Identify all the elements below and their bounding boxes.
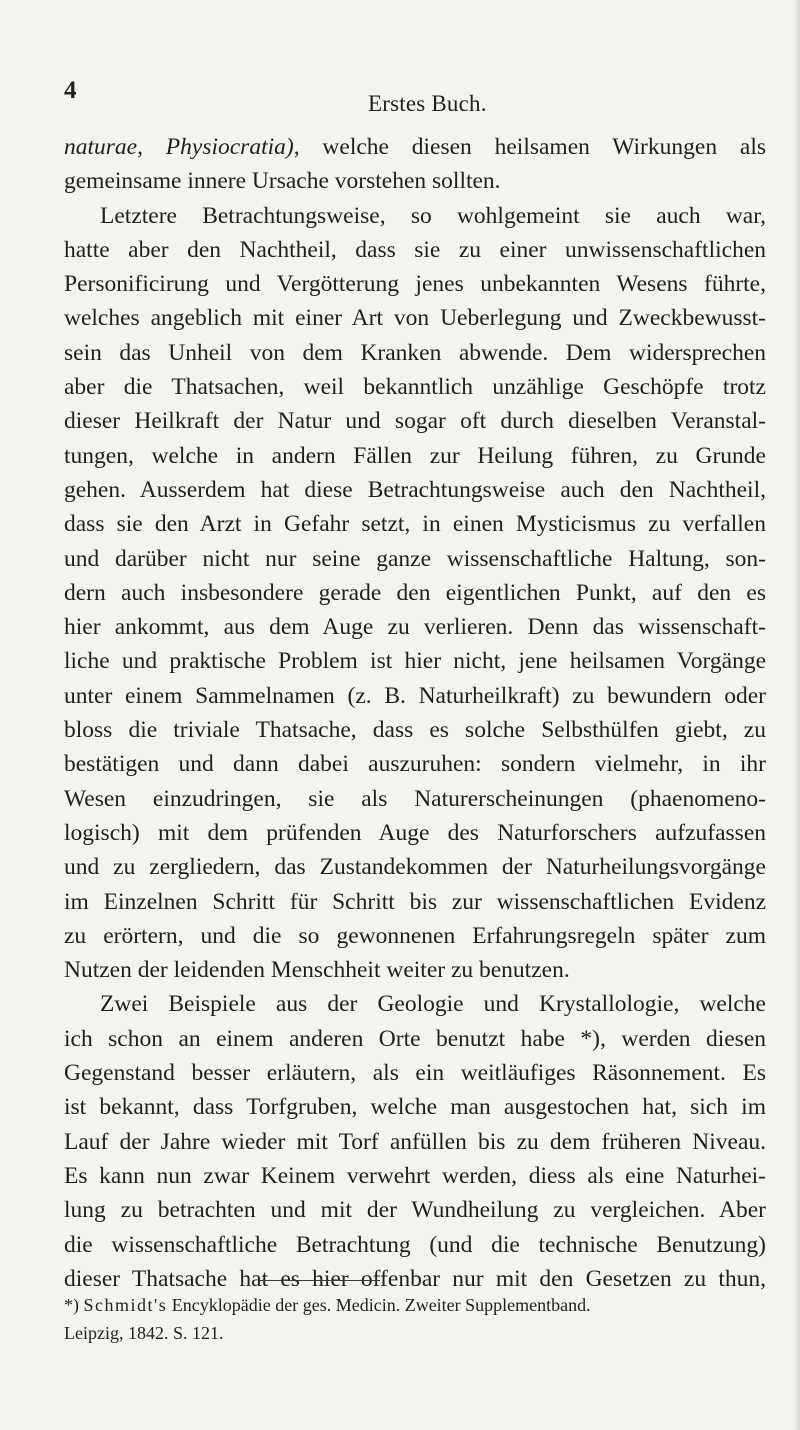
paragraph-1 — [64, 130, 766, 199]
footnote-marker: *) — [64, 1295, 79, 1315]
page-header — [0, 76, 800, 116]
text-line: Lauf der Jahre wieder mit Torf anfüllen bis zu dem früheren Niveau. — [64, 1128, 766, 1155]
text-line: dern auch insbesondere gerade den eigentlichen Punkt, auf den es — [64, 579, 766, 606]
text-line: Personificirung und Vergötterung jenes unbekannten Wesens führte, — [64, 271, 766, 298]
page-edge-shadow — [794, 0, 800, 1430]
text-line: sein das Unheil von dem Kranken abwende. Dem widersprechen — [64, 339, 766, 366]
text-line: bestätigen und dann dabei auszuruhen: sondern vielmehr, in ihr — [64, 751, 766, 778]
text-line: unter einem Sammelnamen (z. B. Naturheilkraft) zu bewundern oder — [64, 682, 766, 709]
text-line: logisch) mit dem prüfenden Auge des Naturforschers aufzufassen — [64, 819, 766, 846]
text-line: Es kann nun zwar Keinem verwehrt werden, diess als eine Naturhei- — [64, 1162, 766, 1189]
running-title: Erstes Buch. — [368, 91, 487, 116]
footnote-line-1 — [64, 1291, 764, 1319]
text-line: hatte aber den Nachtheil, dass sie zu einer unwissenschaftlichen — [64, 236, 766, 263]
text-line: liche und praktische Problem ist hier nicht, jene heilsamen Vorgänge — [64, 648, 766, 675]
latin-term: naturae, Physiocratia) — [64, 134, 294, 160]
paragraph-2 — [64, 199, 766, 988]
page-number: 4 — [64, 77, 77, 104]
text-line: Letztere Betrachtungsweise, so wohlgemeint sie auch war, — [100, 202, 766, 229]
text-line: dieser Heilkraft der Natur und sogar oft durch dieselben Veranstal- — [64, 408, 766, 435]
footnote-citation: Encyklopädie der ges. Medicin. Zweiter Supplementband. — [171, 1295, 591, 1315]
footnote-divider — [260, 1280, 380, 1281]
text-line: Nutzen der leidenden Menschheit weiter zu benutzen. — [64, 957, 570, 984]
footnote — [64, 1291, 764, 1347]
text-line: Zwei Beispiele aus der Geologie und Krystallologie, welche — [100, 991, 766, 1018]
text-line: zu erörtern, und die so gewonnenen Erfahrungsregeln später zum — [64, 922, 766, 949]
text-line: aber die Thatsachen, weil bekanntlich unzählige Geschöpfe trotz — [64, 374, 766, 401]
text-line: und darüber nicht nur seine ganze wissenschaftliche Haltung, son- — [64, 545, 766, 572]
paragraph-3 — [64, 987, 766, 1296]
text-line: Gegenstand besser erläutern, als ein weitläufiges Räsonnement. Es — [64, 1060, 766, 1087]
text-line: tungen, welche in andern Fällen zur Heilung führen, zu Grunde — [64, 442, 766, 469]
main-text — [64, 130, 766, 1296]
text-line: bloss die triviale Thatsache, dass es solche Selbsthülfen giebt, zu — [64, 717, 766, 744]
footnote-line-2: Leipzig, 1842. S. 121. — [64, 1323, 224, 1343]
text-line: gemeinsame innere Ursache vorstehen sollten. — [64, 168, 501, 195]
text-line: lung zu betrachten und mit der Wundheilung zu vergleichen. Aber — [64, 1197, 766, 1224]
text-line: ich schon an einem anderen Orte benutzt habe *), werden diesen — [64, 1025, 766, 1052]
text-line: die wissenschaftliche Betrachtung (und die technische Benutzung) — [64, 1231, 766, 1258]
text-line: ist bekannt, dass Torfgruben, welche man ausgestochen hat, sich im — [64, 1094, 766, 1121]
text-line: im Einzelnen Schritt für Schritt bis zur wissenschaftlichen Evidenz — [64, 888, 766, 915]
text-line: welches angeblich mit einer Art von Ueberlegung und Zweckbewusst- — [64, 305, 766, 332]
text-line: naturae, Physiocratia), welche diesen heilsamen Wirkungen als — [64, 134, 766, 160]
text-line: Wesen einzudringen, sie als Naturerscheinungen (phaenomeno- — [64, 785, 766, 812]
text-line: hier ankommt, aus dem Auge zu verlieren. Denn das wissenschaft- — [64, 614, 766, 641]
text-line: dass sie den Arzt in Gefahr setzt, in einen Mysticismus zu verfallen — [64, 511, 766, 538]
footnote-author: Schmidt's — [83, 1295, 168, 1315]
text-line: dieser Thatsache hat es hier offenbar nur mit den Gesetzen zu thun, — [64, 1265, 766, 1292]
text-line: und zu zergliedern, das Zustandekommen der Naturheilungsvorgänge — [64, 854, 766, 881]
text-line: gehen. Ausserdem hat diese Betrachtungsweise auch den Nachtheil, — [64, 476, 766, 503]
